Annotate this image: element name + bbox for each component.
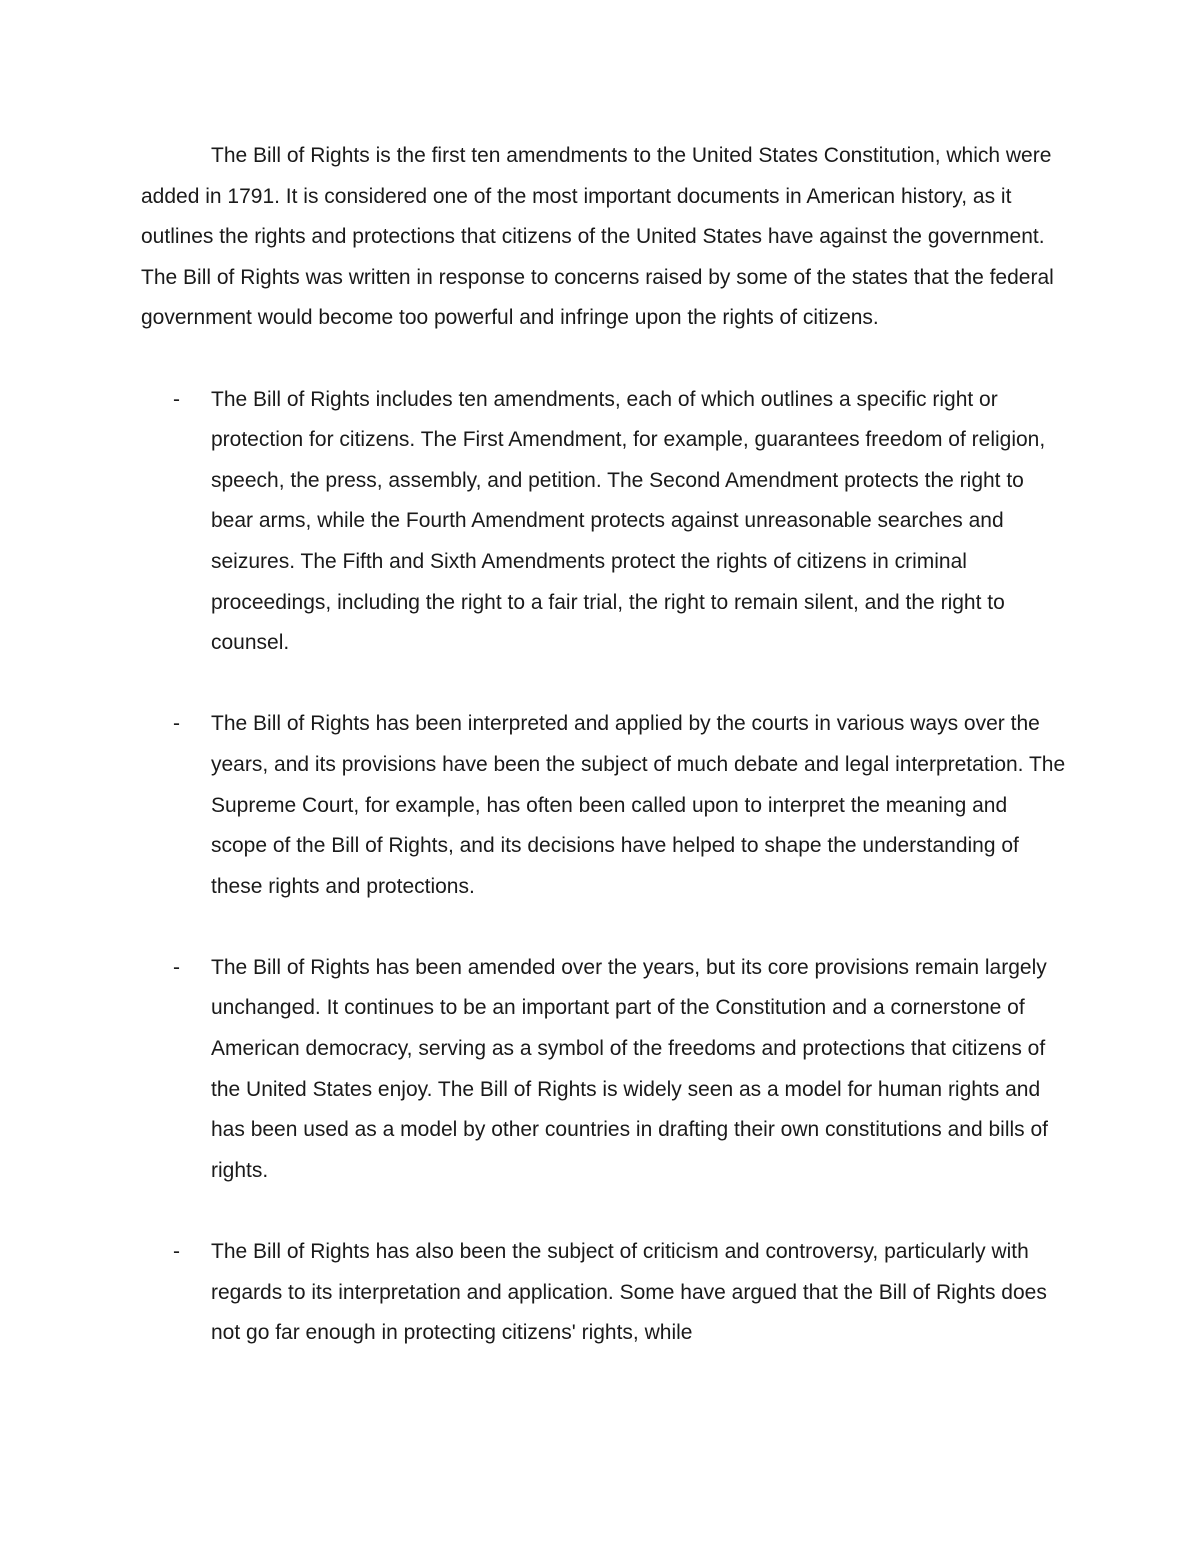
bullet-list: [141, 380, 1066, 1354]
dash-marker: -: [173, 712, 180, 736]
bullet-item: [141, 380, 1066, 664]
bullet-text: The Bill of Rights has been interpreted and applied by the courts in various ways over the years, and its provisions have been the subject of much debate and legal interpretation. The Supreme Court, for example, has often been called upon to interpret the meaning and scope of the Bill of Rights, and its decisions have helped to shape the understanding of these rights and protections.: [211, 712, 1066, 898]
bullet-item: [141, 704, 1066, 907]
dash-marker: -: [173, 387, 180, 411]
bullet-text: The Bill of Rights has been amended over the years, but its core provisions remain largely unchanged. It continues to be an important part of the Constitution and a cornerstone of American democracy, serving as a symbol of the freedoms and protections that citizens of the United States enjoy. The Bill of Rights is widely seen as a model for human rights and has been used as a model by other countries in drafting their own constitutions and bills of rights.: [211, 955, 1048, 1182]
intro-paragraph: The Bill of Rights is the first ten amendments to the United States Constitution, which were added in 1791. It is considered one of the most important documents in American history, as it outlines the rights and protections that citizens of the United States have against the government. The Bill of Rights was written in response to concerns raised by some of the states that the federal government would become too powerful and infringe upon the rights of citizens.: [141, 144, 1054, 330]
dash-marker: -: [173, 1240, 180, 1264]
bullet-item: [141, 948, 1066, 1192]
dash-marker: -: [173, 955, 180, 979]
bullet-item: [141, 1232, 1066, 1354]
bullet-text: The Bill of Rights includes ten amendments, each of which outlines a specific right or protection for citizens. The First Amendment, for example, guarantees freedom of religion, speech, the press, assembly, and petition. The Second Amendment protects the right to bear arms, while the Fourth Amendment protects against unreasonable searches and seizures. The Fifth and Sixth Amendments protect the rights of citizens in criminal proceedings, including the right to a fair trial, the right to remain silent, and the right to counsel.: [211, 387, 1046, 655]
document-body: [141, 136, 1066, 1354]
bullet-text: The Bill of Rights has also been the subject of criticism and controversy, particularly with regards to its interpretation and application. Some have argued that the Bill of Rights does not go far enough in protecting citizens' rights, while: [211, 1240, 1047, 1345]
